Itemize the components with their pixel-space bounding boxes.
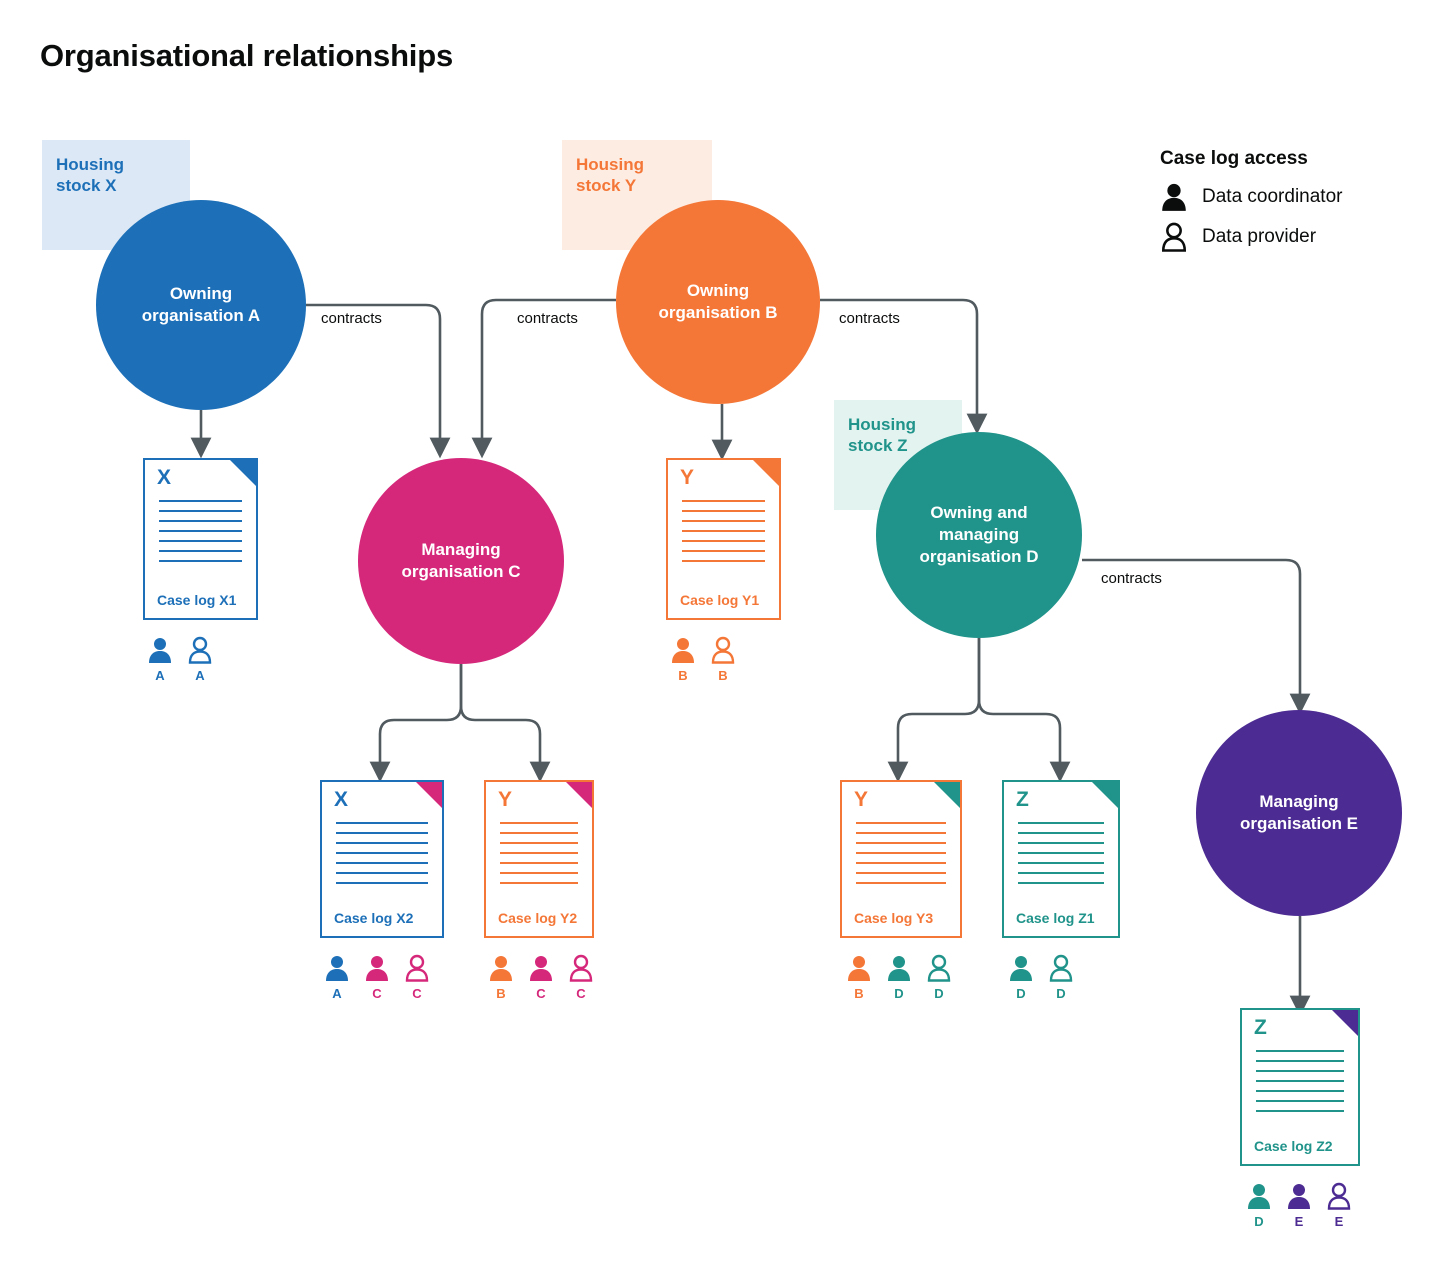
access-person-provider (1046, 954, 1076, 1001)
access-person-provider (566, 954, 596, 1001)
access-group-y2 (486, 954, 596, 1001)
person-outline-icon (1048, 954, 1074, 982)
document-caption: Case log Y2 (498, 910, 578, 926)
document-corner-icon (753, 460, 779, 486)
document-caption: Case log Z2 (1254, 1138, 1333, 1154)
legend-item-label: Data provider (1202, 226, 1317, 247)
housing-stock-y-line1: Housing (576, 155, 644, 174)
access-person-label: D (934, 986, 944, 1001)
person-filled-icon (147, 636, 173, 664)
document-case-log-x2[interactable] (320, 780, 444, 938)
access-person-label: C (536, 986, 546, 1001)
document-case-log-y2[interactable] (484, 780, 594, 938)
node-d-line2: managing (938, 524, 1020, 544)
document-caption: Case log X1 (157, 592, 237, 608)
legend-item-data-coordinator (1160, 182, 1342, 212)
document-lines (682, 500, 765, 570)
document-case-log-y3[interactable] (840, 780, 962, 938)
person-outline-icon (404, 954, 430, 982)
document-case-log-x1[interactable] (143, 458, 258, 620)
access-person-label: D (894, 986, 904, 1001)
document-lines (1256, 1050, 1344, 1120)
person-outline-icon (710, 636, 736, 664)
legend-item-data-provider (1160, 222, 1342, 252)
node-c-line2: organisation C (401, 562, 521, 581)
access-person-label: B (496, 986, 506, 1001)
document-lines (159, 500, 242, 570)
person-filled-icon (1246, 1182, 1272, 1210)
node-a-line1: Owning (169, 283, 233, 303)
node-owning-organisation-a[interactable] (96, 200, 306, 410)
access-person-provider (402, 954, 432, 1001)
document-caption: Case log Z1 (1016, 910, 1095, 926)
access-person-provider (924, 954, 954, 1001)
access-person-coordinator (668, 636, 698, 683)
access-person-label: C (576, 986, 586, 1001)
access-person-label: C (412, 986, 422, 1001)
access-person-coordinator (526, 954, 556, 1001)
access-person-label: E (1334, 1214, 1344, 1229)
access-person-label: D (1056, 986, 1066, 1001)
access-person-label: B (854, 986, 864, 1001)
person-outline-icon (187, 636, 213, 664)
node-a-line2: organisation A (141, 306, 261, 325)
node-d-line1: Owning and (930, 502, 1028, 522)
access-person-label: A (332, 986, 342, 1001)
document-letter: X (334, 788, 349, 811)
access-person-label: D (1016, 986, 1026, 1001)
person-outline-icon (1160, 222, 1188, 252)
node-owning-managing-organisation-d[interactable] (876, 432, 1082, 638)
access-person-coordinator (145, 636, 175, 683)
housing-stock-z-line1: Housing (848, 415, 916, 434)
document-lines (1018, 822, 1104, 892)
document-letter: Z (1016, 788, 1029, 811)
access-person-coordinator (362, 954, 392, 1001)
person-filled-icon (528, 954, 554, 982)
document-letter: Z (1254, 1016, 1267, 1039)
access-person-coordinator (322, 954, 352, 1001)
legend-title: Case log access (1160, 148, 1308, 169)
node-c-line1: Managing (421, 539, 501, 559)
document-caption: Case log X2 (334, 910, 414, 926)
housing-stock-x-line2: stock X (56, 176, 117, 196)
legend (1160, 148, 1342, 262)
access-group-z1 (1006, 954, 1076, 1001)
person-outline-icon (926, 954, 952, 982)
document-corner-icon (566, 782, 592, 808)
document-caption: Case log Y1 (680, 592, 760, 608)
access-person-label: A (155, 668, 165, 683)
node-d-line3: organisation D (919, 547, 1039, 567)
access-group-x1 (145, 636, 215, 683)
node-b-line1: Owning (686, 280, 750, 300)
document-case-log-z1[interactable] (1002, 780, 1120, 938)
document-letter: Y (854, 788, 869, 811)
person-filled-icon (488, 954, 514, 982)
access-group-y3 (844, 954, 954, 1001)
legend-item-label: Data coordinator (1202, 186, 1343, 207)
node-b-line2: organisation B (658, 303, 778, 322)
access-person-coordinator (1244, 1182, 1274, 1229)
access-person-label: B (718, 668, 728, 683)
access-group-x2 (322, 954, 432, 1001)
access-person-label: E (1294, 1214, 1304, 1229)
document-letter: Y (498, 788, 513, 811)
node-managing-organisation-c[interactable] (358, 458, 564, 664)
document-case-log-y1[interactable] (666, 458, 781, 620)
person-filled-icon (1160, 182, 1188, 212)
person-filled-icon (670, 636, 696, 664)
access-person-coordinator (844, 954, 874, 1001)
access-person-coordinator (1284, 1182, 1314, 1229)
edge-label-d-e: contracts (1098, 570, 1165, 587)
document-lines (856, 822, 946, 892)
document-letter: Y (680, 466, 695, 489)
edge-label-b-c: contracts (514, 310, 581, 327)
document-corner-icon (416, 782, 442, 808)
access-person-provider (708, 636, 738, 683)
document-corner-icon (1332, 1010, 1358, 1036)
person-outline-icon (568, 954, 594, 982)
node-e-line2: organisation E (1239, 814, 1359, 833)
node-managing-organisation-e[interactable] (1196, 710, 1402, 916)
access-group-z2 (1244, 1182, 1354, 1229)
access-person-label: D (1254, 1214, 1264, 1229)
person-filled-icon (324, 954, 350, 982)
document-caption: Case log Y3 (854, 910, 934, 926)
node-e-line1: Managing (1259, 791, 1339, 811)
document-lines (336, 822, 428, 892)
edge-label-b-d: contracts (836, 310, 903, 327)
document-corner-icon (934, 782, 960, 808)
node-owning-organisation-b[interactable] (616, 200, 820, 404)
access-person-provider (1324, 1182, 1354, 1229)
access-person-coordinator (1006, 954, 1036, 1001)
access-person-label: B (678, 668, 688, 683)
document-letter: X (157, 466, 172, 489)
person-filled-icon (1008, 954, 1034, 982)
access-person-provider (185, 636, 215, 683)
access-person-label: C (372, 986, 382, 1001)
person-filled-icon (364, 954, 390, 982)
housing-stock-x-line1: Housing (56, 155, 124, 174)
page-title: Organisational relationships (40, 38, 453, 73)
person-filled-icon (1286, 1182, 1312, 1210)
edge-label-a-c: contracts (318, 310, 385, 327)
person-filled-icon (846, 954, 872, 982)
housing-stock-z-line2: stock Z (848, 436, 908, 456)
document-lines (500, 822, 578, 892)
document-corner-icon (1092, 782, 1118, 808)
access-person-coordinator (884, 954, 914, 1001)
document-case-log-z2[interactable] (1240, 1008, 1360, 1166)
access-person-coordinator (486, 954, 516, 1001)
access-person-label: A (195, 668, 205, 683)
person-filled-icon (886, 954, 912, 982)
person-outline-icon (1326, 1182, 1352, 1210)
document-corner-icon (230, 460, 256, 486)
access-group-y1 (668, 636, 738, 683)
housing-stock-y-line2: stock Y (576, 176, 637, 196)
